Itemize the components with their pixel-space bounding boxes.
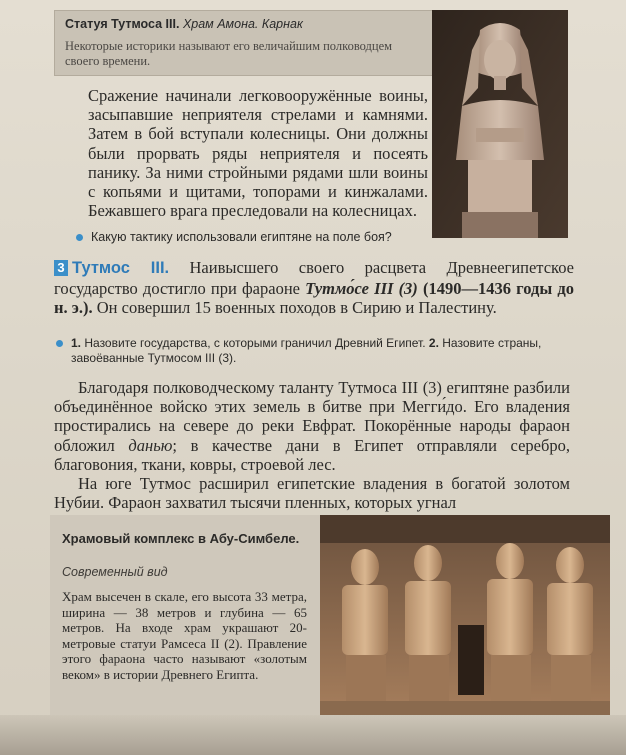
statue-caption-text: Некоторые историки называют его величайшим полководцем своего времени. [65, 39, 393, 68]
section-ref: (3) [393, 278, 423, 298]
statue-caption-box [54, 10, 434, 76]
section-years: (1490—1436 годы до н. э.). [54, 278, 574, 317]
paragraph-meggido-b: ; в качестве дани в Египет отправляли серебро, благовония, ткани, ковры, строевой лес. [54, 435, 570, 474]
page-bottom-shadow [0, 715, 626, 755]
statue-caption-location: Храм Амона. Карнак [182, 17, 303, 31]
tasks-block [56, 336, 556, 366]
bullet-icon [56, 340, 63, 347]
abu-simbel-subtitle: Современный вид [62, 565, 168, 579]
section-text-c: Он совершил 15 военных походов в Сирию и Палестину. [92, 298, 497, 317]
task1-number: 1. [71, 336, 82, 350]
paragraph-nubia: На юге Тутмос расширил египетские владения в богатой золотом Нубии. Фараон захватил тысячи пленных, которых угнал [54, 474, 570, 513]
paragraph-meggido [54, 378, 570, 474]
statue-caption-title [65, 17, 303, 31]
task2-number: 2. [428, 336, 439, 350]
conquest-paragraphs [54, 378, 570, 512]
question-text: Какую тактику использовали египтяне на поле боя? [91, 230, 392, 244]
abu-simbel-text: Храм высечен в скале, его высота 33 метра, ширина — 38 метров и глубина — 65 метров. На входе храм украшают 20-метровые статуи Рамсеса II (2). Правление этого фараона часто называют «золотым веком» в истории Древнего Египта. [62, 589, 307, 682]
battle-paragraph: Сражение начинали легковооружённые воины, засыпавшие неприятеля стрелами и камнями. Затем в бой вступали колесницы. Они должны были прорвать ряды неприятеля и посеять панику. За ними стройными рядами шли воины с копьями и щитами, топорами и кинжалами. Бежавшего врага преследовали на колесницах. [88, 86, 428, 221]
abu-simbel-caption-box [50, 515, 320, 715]
section-thutmose [54, 258, 574, 318]
abu-simbel-photo [320, 515, 610, 715]
statue-caption-name: Статуя Тутмоса III. [65, 17, 180, 31]
task1-text: Назовите государства, с которыми граничил Древний Египет. [84, 336, 426, 350]
bullet-icon [76, 234, 83, 241]
section-number-badge: 3 [54, 260, 68, 276]
task2-text: Назовите страны, завоёванные Тутмосом III (3). [71, 336, 542, 365]
tribute-term: данью [128, 435, 173, 455]
paragraph-meggido-a: Благодаря полководческому таланту Тутмоса III (3) египтяне разбили объединённое войско этих земель в битве при Мегги́до. Его владения простирались на севере до реки Евфрат. Покорённые народы фараон обложил [54, 378, 570, 455]
section-text-a: Наивысшего своего расцвета Древнеегипетское государство достигло при фараоне [54, 258, 574, 298]
section-title: Тутмос III. [72, 259, 170, 277]
abu-simbel-title: Храмовый комплекс в Абу-Симбеле. [62, 531, 300, 546]
pharaoh-name: Тутмо́се III [305, 278, 394, 298]
question-tactics [76, 230, 436, 245]
thutmose-statue-photo [432, 10, 568, 238]
